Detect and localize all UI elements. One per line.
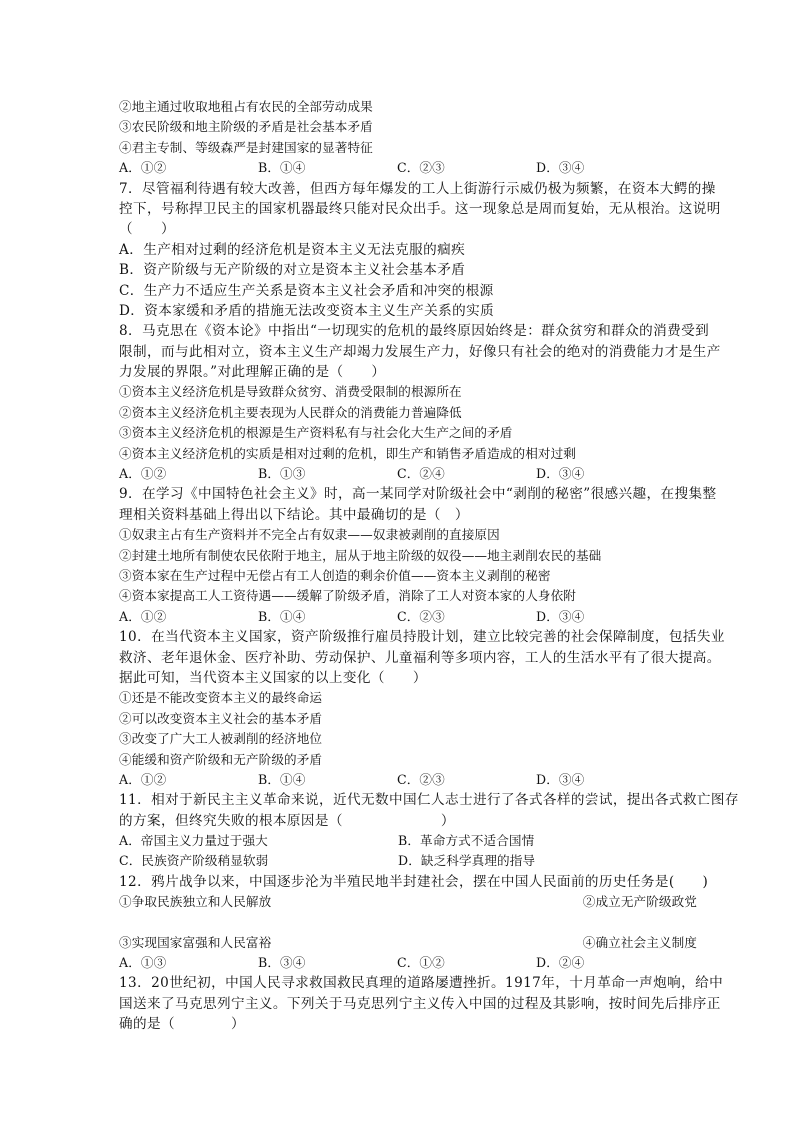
q12-choice-d[interactable]: D．②④ xyxy=(536,955,585,971)
q9-choice-a[interactable]: A．①② xyxy=(119,608,167,624)
q8-item-2: ②资本主义经济危机主要表现为人民群众的消费能力普遍降低 xyxy=(119,404,462,420)
q12-item-3: ③实现国家富强和人民富裕 xyxy=(119,934,272,950)
q11-options-row-1 xyxy=(119,831,699,851)
q7-stem-line-2: 控下，号称捍卫民主的国家机器最终只能对民众出手。这一现象总是周而复始，无从根治。这说明 xyxy=(119,200,721,217)
q12-choices xyxy=(119,953,699,973)
q9-item-4: ④资本家提高工人工资待遇——缓解了阶级矛盾，消除了工人对资本家的人身依附 xyxy=(119,588,576,604)
q13-stem-line-1: 13．20世纪初，中国人民寻求救国救民真理的道路屡遭挫折。1917年，十月革命一声炮响，给中 xyxy=(119,975,724,992)
q12-choice-a[interactable]: A．①③ xyxy=(119,955,167,971)
q10-item-2: ②可以改变资本主义社会的基本矛盾 xyxy=(119,710,323,726)
q8-item-4: ④资本主义经济危机的实质是相对过剩的危机，即生产和销售矛盾造成的相对过剩 xyxy=(119,445,576,461)
q10-item-3: ③改变了广大工人被剥削的经济地位 xyxy=(119,731,323,747)
q9-choice-c[interactable]: C．②③ xyxy=(397,608,445,624)
q8-stem-line-1: 8．马克思在《资本论》中指出“一切现实的危机的最终原因始终是：群众贫穷和群众的消费受到 xyxy=(119,323,710,340)
q7-option-a[interactable]: A．生产相对过剩的经济危机是资本主义无法克服的痼疾 xyxy=(119,241,466,258)
q10-item-1: ①还是不能改变资本主义的最终命运 xyxy=(119,690,323,706)
q12-items-row-2 xyxy=(119,933,697,953)
q12-item-4: ④确立社会主义制度 xyxy=(582,934,697,950)
q7-option-d[interactable]: D．资本家缓和矛盾的措施无法改变资本主义生产关系的实质 xyxy=(119,302,495,319)
q10-choice-c[interactable]: C．②③ xyxy=(397,771,445,787)
q10-stem-line-3: 据此可知，当代资本主义国家的以上变化（ ） xyxy=(119,669,427,686)
q10-stem-line-2: 救济、老年退休金、医疗补助、劳动保护、儿童福利等多项内容，工人的生活水平有了很大提高。 xyxy=(119,649,721,666)
q6-option-2: ②地主通过收取地租占有农民的全部劳动成果 xyxy=(119,99,373,114)
q9-choice-d[interactable]: D．③④ xyxy=(536,608,585,624)
q13-stem-line-3: 确的是（ ） xyxy=(119,1016,245,1033)
q12-choice-b[interactable]: B．③④ xyxy=(258,955,306,971)
q8-choice-b[interactable]: B．①③ xyxy=(258,466,306,482)
q9-choices xyxy=(119,607,699,627)
q8-choice-c[interactable]: C．②④ xyxy=(397,466,445,482)
q8-stem-line-3: 力发展的界限。”对此理解正确的是（ ） xyxy=(119,364,386,381)
q12-spacer xyxy=(119,913,699,933)
q11-option-d[interactable]: D．缺乏科学真理的指导 xyxy=(398,853,536,869)
q7-stem-line-3: （ ） xyxy=(119,221,175,238)
q6-choice-b[interactable]: B．①④ xyxy=(258,160,306,176)
q10-stem-line-1: 10．在当代资本主义国家，资产阶级推行雇员持股计划，建立比较完善的社会保障制度，包括失业 xyxy=(119,629,725,646)
q7-stem-line-1: 7．尽管福利待遇有较大改善，但西方每年爆发的工人上街游行示威仍极为频繁，在资本大鳄的操 xyxy=(119,180,716,197)
q12-stem: 12．鸦片战争以来，中国逐步沦为半殖民地半封建社会，摆在中国人民面前的历史任务是( ) xyxy=(119,873,709,890)
q12-choice-c[interactable]: C．①② xyxy=(397,955,445,971)
q10-choice-a[interactable]: A．①② xyxy=(119,771,167,787)
q6-choices xyxy=(119,158,699,178)
q11-option-b[interactable]: B．革命方式不适合国情 xyxy=(398,833,535,849)
q10-item-4: ④能缓和资产阶级和无产阶级的矛盾 xyxy=(119,751,323,767)
q13-stem-line-2: 国送来了马克思列宁主义。下列关于马克思列宁主义传入中国的过程及其影响，按时间先后排序正 xyxy=(119,995,721,1012)
q9-stem-line-2: 理相关资料基础上得出以下结论。其中最确切的是（ ） xyxy=(119,506,469,523)
q7-option-b[interactable]: B．资产阶级与无产阶级的对立是资本主义社会基本矛盾 xyxy=(119,262,466,279)
q8-item-1: ①资本主义经济危机是导致群众贫穷、消费受限制的根源所在 xyxy=(119,384,462,400)
q9-choice-b[interactable]: B．①④ xyxy=(258,608,306,624)
q8-choices xyxy=(119,464,699,484)
q9-item-2: ②封建土地所有制使农民依附于地主，屈从于地主阶级的奴役——地主剥削农民的基础 xyxy=(119,547,602,563)
question-content xyxy=(119,97,739,1035)
q12-item-1: ①争取民族独立和人民解放 xyxy=(119,894,272,910)
q6-choice-d[interactable]: D．③④ xyxy=(536,160,585,176)
q11-stem-line-2: 的方案，但终究失败的根本原因是（ ） xyxy=(119,812,455,829)
q9-item-3: ③资本家在生产过程中无偿占有工人创造的剩余价值——资本主义剥削的秘密 xyxy=(119,567,551,583)
q6-option-3: ③农民阶级和地主阶级的矛盾是社会基本矛盾 xyxy=(119,119,373,135)
q8-choice-d[interactable]: D．③④ xyxy=(536,466,585,482)
q10-choices xyxy=(119,770,699,790)
q10-choice-b[interactable]: B．①④ xyxy=(258,771,306,787)
q8-item-3: ③资本主义经济危机的根源是生产资料私有与社会化大生产之间的矛盾 xyxy=(119,425,513,441)
q12-items-row-1 xyxy=(119,892,697,912)
q12-item-2: ②成立无产阶级政党 xyxy=(582,894,697,910)
q7-option-c[interactable]: C．生产力不适应生产关系是资本主义社会矛盾和冲突的根源 xyxy=(119,282,494,299)
q8-choice-a[interactable]: A．①② xyxy=(119,466,167,482)
q6-choice-c[interactable]: C．②③ xyxy=(397,160,445,176)
q11-option-c[interactable]: C．民族资产阶级稍显软弱 xyxy=(119,853,269,869)
q10-choice-d[interactable]: D．③④ xyxy=(536,771,585,787)
q9-stem-line-1: 9．在学习《中国特色社会主义》时，高一某同学对阶级社会中“剥削的秘密”很感兴趣，在搜集整 xyxy=(119,486,717,503)
q11-options-row-2 xyxy=(119,851,699,871)
q6-choice-a[interactable]: A．①② xyxy=(119,160,167,176)
q9-item-1: ①奴隶主占有生产资料并不完全占有奴隶——奴隶被剥削的直接原因 xyxy=(119,527,500,543)
q6-option-4: ④君主专制、等级森严是封建国家的显著特征 xyxy=(119,139,373,155)
q11-option-a[interactable]: A．帝国主义力量过于强大 xyxy=(119,833,268,849)
q11-stem-line-1: 11．相对于新民主主义革命来说，近代无数中国仁人志士进行了各式各样的尝试，提出各式救亡图存 xyxy=(119,792,739,809)
q8-stem-line-2: 限制，而与此相对立，资本主义生产却竭力发展生产力，好像只有社会的绝对的消费能力才是生产 xyxy=(119,343,721,360)
